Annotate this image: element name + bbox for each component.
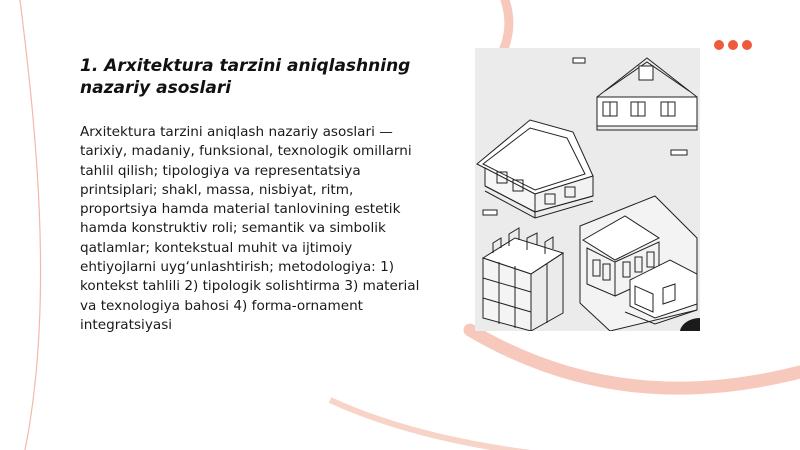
- accent-dots: [714, 40, 752, 50]
- accent-dot: [728, 40, 738, 50]
- accent-dot: [742, 40, 752, 50]
- accent-dot: [714, 40, 724, 50]
- slide-title: 1. Arxitektura tarzini aniqlashning nazariy asoslari: [80, 56, 411, 98]
- house-drawings-icon: [475, 48, 700, 331]
- architecture-illustration: [475, 48, 700, 331]
- slide-body-text: Arxitektura tarzini aniqlash nazariy asoslari — tarixiy, madaniy, funksional, texnologik omillarni tahlil qilish; tipologiya va representatsiya printsiplari; shakl, massa, nisbiyat, ritm, proportsiya hamda material tanlovining estetik hamda konstruktiv roli; semantik va simbolik qatlamlar; kontekstual muhit va ijtimoiy ehtiyojlarni uyg‘unlashtirish; metodologiya: 1) kontekst tahlili 2) tipologik solishtirma 3) material va texnologiya bahosi 4) forma-ornament integratsiyasi: [80, 124, 420, 333]
